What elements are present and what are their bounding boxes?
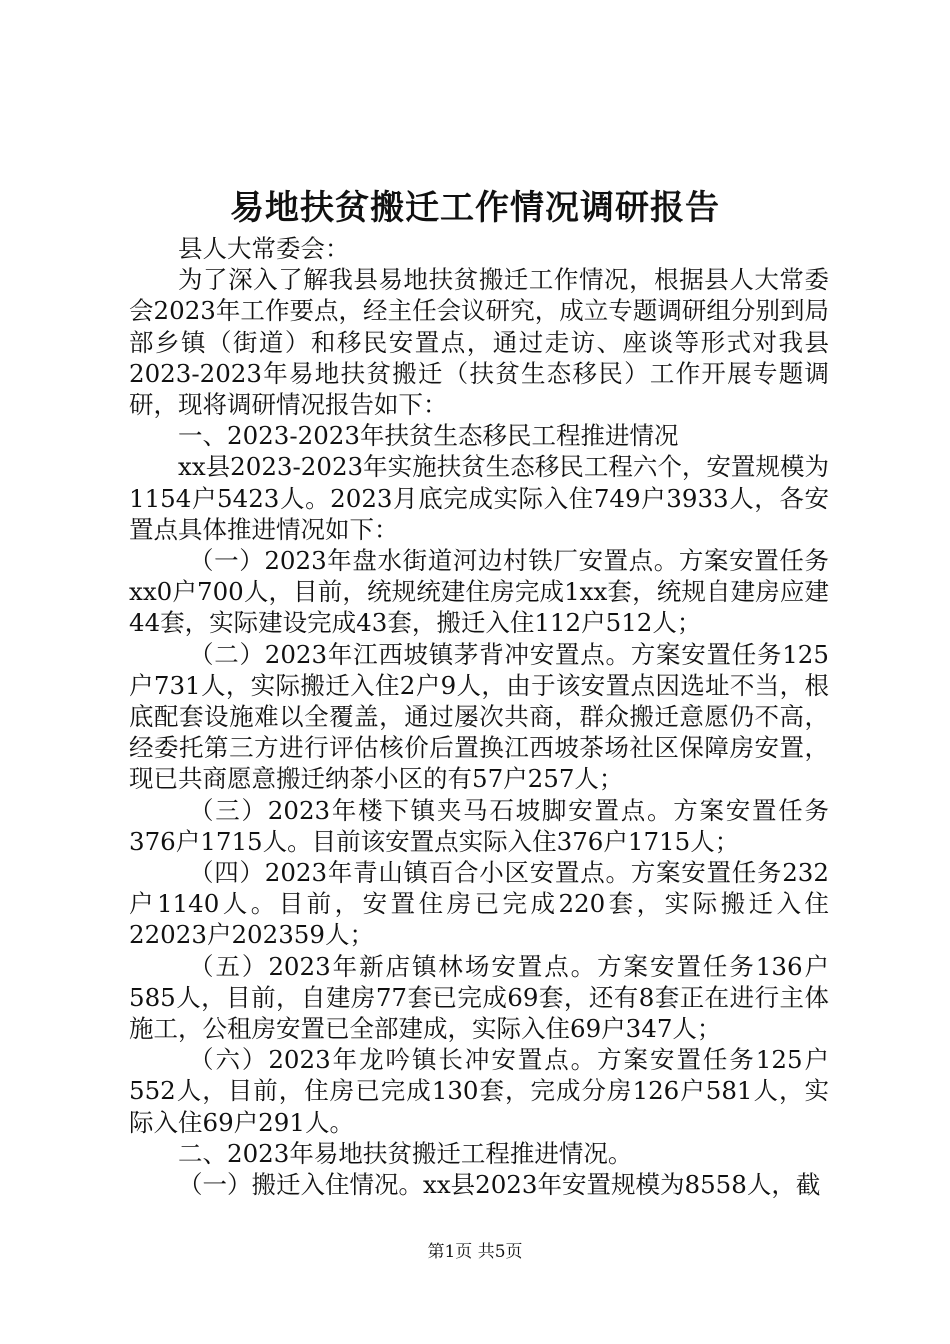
section-heading-1: 一、2023-2023年扶贫生态移民工程推进情况 [178,421,679,451]
intro-paragraph: 为了深入了解我县易地扶贫搬迁工作情况，根据县人大常委会2023年工作要点，经主任会议研究，成立专题调研组分别到局部乡镇（街道）和移民安置点，通过走访、座谈等形式对我县2023-2023年易地扶贫搬迁（扶贫生态移民）工作开展专题调研，现将调研情况报告如下： [129,265,829,420]
list-item-2: （二）2023年江西坡镇茅背冲安置点。方案安置任务125户731人，实际搬迁入住2户9人，由于该安置点因选址不当，根底配套设施难以全覆盖，通过屡次共商，群众搬迁意愿仍不高，经委托第三方进行评估核价后置换江西坡茶场社区保障房安置，现已共商愿意搬迁纳茶小区的有57户257人； [129,639,829,794]
document-title: 易地扶贫搬迁工作情况调研报告 [230,188,720,228]
list-item-6: （六）2023年龙吟镇长冲安置点。方案安置任务125户552人，目前，住房已完成130套，完成分房126户581人，实际入住69户291人。 [129,1045,829,1137]
list-item-3: （三）2023年楼下镇夹马石坡脚安置点。方案安置任务376户1715人。目前该安置点实际入住376户1715人； [129,795,829,856]
section-heading-2: 二、2023年易地扶贫搬迁工程推进情况。 [178,1138,633,1168]
paragraph-overview: xx县2023-2023年实施扶贫生态移民工程六个，安置规模为1154户5423人。2023月底完成实际入住749户3933人，各安置点具体推进情况如下： [129,452,829,544]
list-item-5: （五）2023年新店镇林场安置点。方案安置任务136户585人，目前，自建房77套已完成69套，还有8套正在进行主体施工，公租房安置已全部建成，实际入住69户347人； [129,951,829,1044]
salutation: 县人大常委会： [178,234,350,263]
document-body [129,233,829,1200]
list-item-1: （一）2023年盘水街道河边村铁厂安置点。方案安置任务xx0户700人，目前，统规统建住房完成1xx套，统规自建房应建44套，实际建设完成43套，搬迁入住112户512人； [129,546,829,638]
page-footer: 第1页 共5页 [427,1242,523,1262]
paragraph-relocation: （一）搬迁入住情况。xx县2023年安置规模为8558人，截 [178,1170,821,1200]
list-item-4: （四）2023年青山镇百合小区安置点。方案安置任务232户1140人。目前，安置住房已完成220套，实际搬迁入住22023户202359人； [129,858,829,950]
